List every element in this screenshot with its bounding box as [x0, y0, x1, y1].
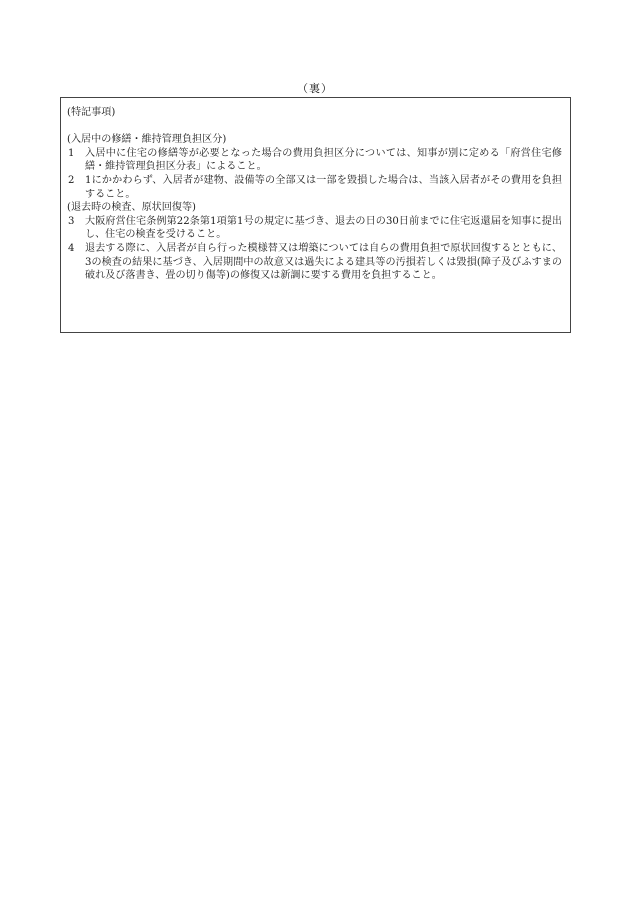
- note-item-number: 1: [68, 147, 75, 159]
- note-item-text: 1にかかわらず、入居者が建物、設備等の全部又は一部を毀損した場合は、当該入居者がその費用を負担すること。: [85, 174, 562, 200]
- section-title-move-out-inspection: (退去時の検査、原状回復等): [67, 202, 197, 214]
- special-notes-box: [60, 97, 571, 333]
- note-item-2: [67, 174, 562, 201]
- section-title-repair-responsibility: (入居中の修繕・維持管理負担区分): [67, 134, 227, 146]
- note-item-text: 大阪府営住宅条例第22条第1項第1号の規定に基づき、退去の日の30日前までに住宅返還届を知事に提出し、住宅の検査を受けること。: [85, 215, 562, 241]
- note-item-1: [67, 147, 562, 174]
- note-item-4: [67, 242, 562, 283]
- note-item-number: 4: [68, 242, 75, 254]
- note-item-3: [67, 215, 562, 242]
- note-item-text: 退去する際に、入居者が自ら行った模様替又は増築については自らの費用負担で原状回復するとともに、3の検査の結果に基づき、入居期間中の故意又は過失による建具等の汚損若しくは毀損(障子及びふすまの破れ及び落書き、畳の切り傷等)の修復又は新調に要する費用を負担すること。: [85, 242, 562, 282]
- special-notes-title: (特記事項): [67, 107, 116, 118]
- note-item-text: 入居中に住宅の修繕等が必要となった場合の費用負担区分については、知事が別に定める「府営住宅修繕・維持管理負担区分表」によること。: [85, 147, 562, 173]
- note-item-number: 3: [68, 215, 75, 227]
- note-item-number: 2: [68, 174, 75, 186]
- page-side-label: （裏）: [297, 82, 333, 95]
